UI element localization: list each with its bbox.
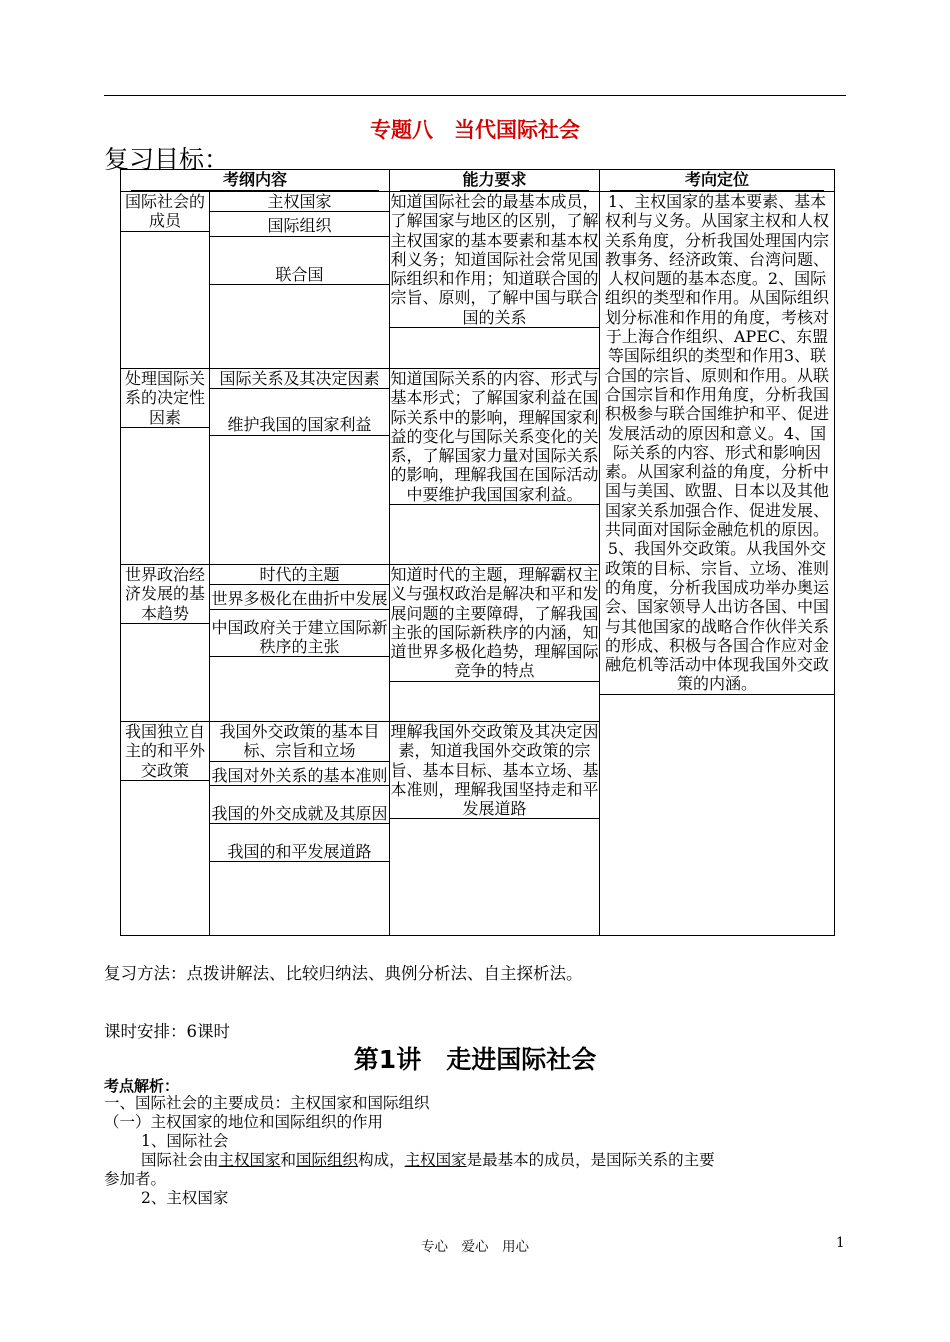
- body-line: 参加者。: [104, 1170, 167, 1188]
- body-line: 国际社会由主权国家和国际组织构成，主权国家是最基本的成员，是国际关系的主要: [141, 1151, 715, 1169]
- table-ability: 知道时代的主题，理解霸权主义与强权政治是解决和平和发展问题的主要障碍，了解我国主张的国际新秩序的内涵，知道世界多极化趋势，理解国际竞争的特点: [390, 565, 600, 722]
- review-table: [120, 169, 835, 936]
- page-number: 1: [836, 1235, 845, 1251]
- body-line: 1、国际社会: [141, 1132, 229, 1150]
- table-header-ability: 能力要求: [390, 170, 600, 192]
- body-line: 一、国际社会的主要成员：主权国家和国际组织: [104, 1094, 430, 1112]
- schedule: 课时安排：6课时: [104, 1022, 230, 1041]
- table-direction: 1、主权国家的基本要素、基本权利与义务。从国家主权和人权关系角度，分析我国处理国内宗教事务、经济政策、台湾问题、人权问题的基本态度。2、国际组织的类型和作用。从国际组织划分标准和作用的角度，考核对于上海合作组织、APEC、东盟等国际组织的类型和作用3、联合国的宗旨、原则和作用。从联合国宗旨和作用角度，分析我国积极参与联合国维护和平、促进发展活动的原因和意义。4、国际关系的内容、形式和影响因素。从国家利益的角度，分析中国与美国、欧盟、日本以及其他国家关系加强合作、促进发展、共同面对国际金融危机的原因。5、我国外交政策。从我国外交政策的目标、宗旨、立场、准则的角度，分析我国成功举办奥运会、国家领导人出访各国、中国与其他国家的战略合作伙伴关系的形成、积极与各国合作应对金融危机等活动中体现我国外交政策的内涵。: [600, 192, 835, 936]
- review-method: 复习方法：点拨讲解法、比较归纳法、典例分析法、自主探析法。: [104, 964, 583, 983]
- table-header-direction: 考向定位: [600, 170, 835, 192]
- table-header-outline: 考纲内容: [121, 170, 390, 192]
- table-topic: 国际社会的成员: [121, 192, 210, 369]
- table-topic: 处理国际关系的决定性因素: [121, 369, 210, 565]
- table-ability: 知道国际社会的最基本成员，了解国家与地区的区别，了解主权国家的基本要素和基本权利义务；知道国际社会常见国际组织和作用；知道联合国的宗旨、原则，了解中国与联合国的关系: [390, 192, 600, 369]
- table-ability: 知道国际关系的内容、形式与基本形式；了解国家利益在国际关系中的影响，理解国家利益的变化与国际关系变化的关系，了解国家力量对国际关系的影响，理解我国在国际活动中要维护我国国家利益。: [390, 369, 600, 565]
- lecture-title: 第1讲 走进国际社会: [353, 1045, 597, 1074]
- analysis-label: 考点解析：: [104, 1077, 180, 1095]
- table-subtopics: 我国外交政策的基本目标、宗旨和立场 我国对外关系的基本准则 我国的外交成就及其原因 我国的和平发展道路: [210, 722, 390, 936]
- table-subtopics: 时代的主题 世界多极化在曲折中发展 中国政府关于建立国际新秩序的主张: [210, 565, 390, 722]
- table-topic: 世界政治经济发展的基本趋势: [121, 565, 210, 722]
- table-ability: 理解我国外交政策及其决定因素，知道我国外交政策的宗旨、基本目标、基本立场、基本准则，理解我国坚持走和平发展道路: [390, 722, 600, 936]
- body-line: （一）主权国家的地位和国际组织的作用: [104, 1113, 384, 1131]
- header-rule: [104, 95, 846, 96]
- objectives-label: 复习目标：: [104, 145, 230, 174]
- page-footer: 专心 爱心 用心: [421, 1239, 529, 1255]
- table-subtopics: 主权国家 国际组织 联合国: [210, 192, 390, 369]
- table-subtopics: 国际关系及其决定因素 维护我国的国家利益: [210, 369, 390, 565]
- body-line: 2、主权国家: [141, 1189, 229, 1207]
- table-topic: 我国独立自主的和平外交政策: [121, 722, 210, 936]
- page-title: 专题八 当代国际社会: [370, 118, 580, 142]
